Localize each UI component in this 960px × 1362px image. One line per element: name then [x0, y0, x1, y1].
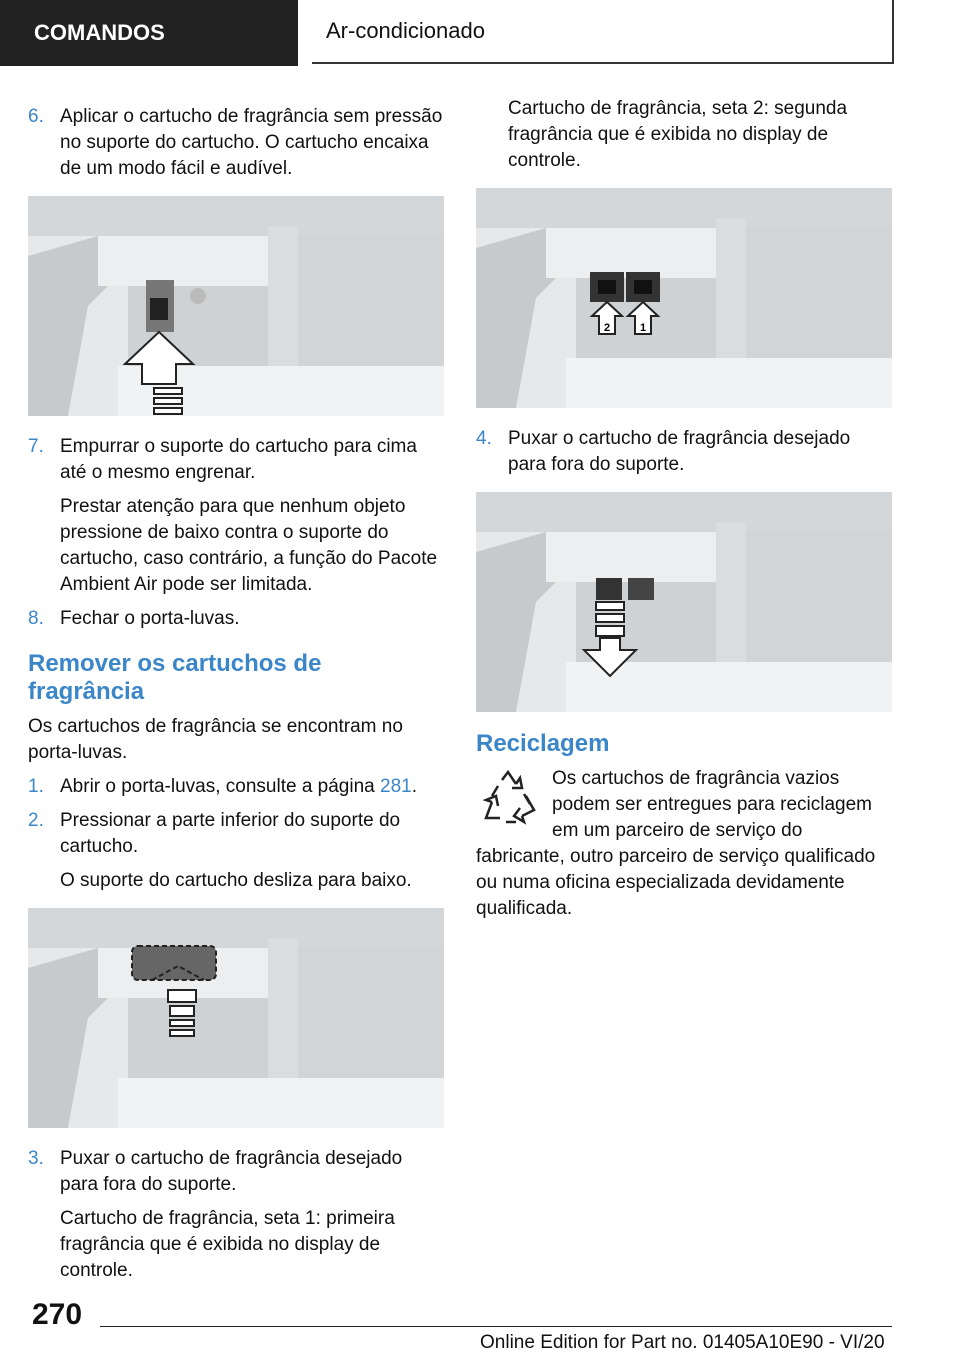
- step-note: Prestar atenção para que nenhum objeto pressione de baixo contra o suporte do cartucho, caso contrário, a função do Pacote Ambient Air pode ser limitada.: [60, 496, 438, 595]
- step-3: [28, 1146, 444, 1198]
- chapter-title: Ar-condicionado: [326, 18, 485, 43]
- step-text: Empurrar o suporte do cartucho para cima até o mesmo engrenar.: [60, 436, 417, 483]
- arrow-label-2: 2: [603, 322, 611, 334]
- recycle-icon: [476, 766, 540, 830]
- section-title: COMANDOS: [34, 20, 165, 45]
- section-heading: Reciclagem: [476, 730, 610, 757]
- footer-rule: [100, 1326, 892, 1327]
- step-number: 3.: [28, 1148, 44, 1169]
- step-6: [28, 104, 444, 182]
- step-number: 8.: [28, 608, 44, 629]
- right-column: [476, 96, 892, 930]
- step-number: 1.: [28, 776, 44, 797]
- step-text-tail: .: [411, 776, 417, 797]
- step-2: [28, 808, 444, 860]
- figure-pull-cartridge: [476, 492, 892, 712]
- step-text: Puxar o cartucho de fragrância desejado para fora do suporte.: [508, 428, 851, 475]
- figure-cartridge-arrows: [476, 188, 892, 408]
- step-1: [28, 774, 444, 800]
- figure-press-holder: [28, 908, 444, 1128]
- continued-note: Cartucho de fragrância, seta 2: segunda fragrância que é exibida no display de controle.: [508, 98, 848, 171]
- step-7: [28, 434, 444, 486]
- section-tab: [0, 0, 298, 66]
- step-number: 6.: [28, 106, 44, 127]
- chapter-tab: [312, 0, 894, 64]
- intro-text: Os cartuchos de fragrância se encontram no porta-luvas.: [28, 716, 403, 763]
- step-text: Pressionar a parte inferior do suporte do cartucho.: [60, 810, 401, 857]
- step-number: 7.: [28, 436, 44, 457]
- page-link[interactable]: 281: [380, 776, 412, 797]
- step-text: Aplicar o cartucho de fragrância sem pressão no suporte do cartucho. O cartucho encaixa de um modo fácil e audível.: [60, 106, 443, 179]
- step-8: [28, 606, 444, 632]
- left-column: [28, 104, 444, 1292]
- step-number: 4.: [476, 428, 492, 449]
- step-text: Fechar o porta-luvas.: [60, 608, 240, 629]
- recycle-paragraph: [476, 766, 892, 922]
- page-number: 270: [32, 1298, 83, 1331]
- recycle-text: Os cartuchos de fragrância vazios podem ser entregues para reciclagem em um parceiro de serviço do fabricante, outro parceiro de serviço qualificado ou numa oficina especializada devidamente qualificada.: [476, 768, 876, 919]
- step-text: Abrir o porta-luvas, consulte a página: [60, 776, 381, 797]
- section-heading: Remover os cartuchos de fragrância: [28, 650, 322, 705]
- step-note: O suporte do cartucho desliza para baixo.: [60, 870, 412, 891]
- figure-insert-cartridge: [28, 196, 444, 416]
- arrow-label-1: 1: [639, 322, 647, 334]
- step-number: 2.: [28, 810, 44, 831]
- step-4: [476, 426, 892, 478]
- step-text: Puxar o cartucho de fragrância desejado para fora do suporte.: [60, 1148, 403, 1195]
- footer-edition: Online Edition for Part no. 01405A10E90 - VI/20: [480, 1332, 885, 1353]
- step-note: Cartucho de fragrância, seta 1: primeira fragrância que é exibida no display de controle.: [60, 1208, 395, 1281]
